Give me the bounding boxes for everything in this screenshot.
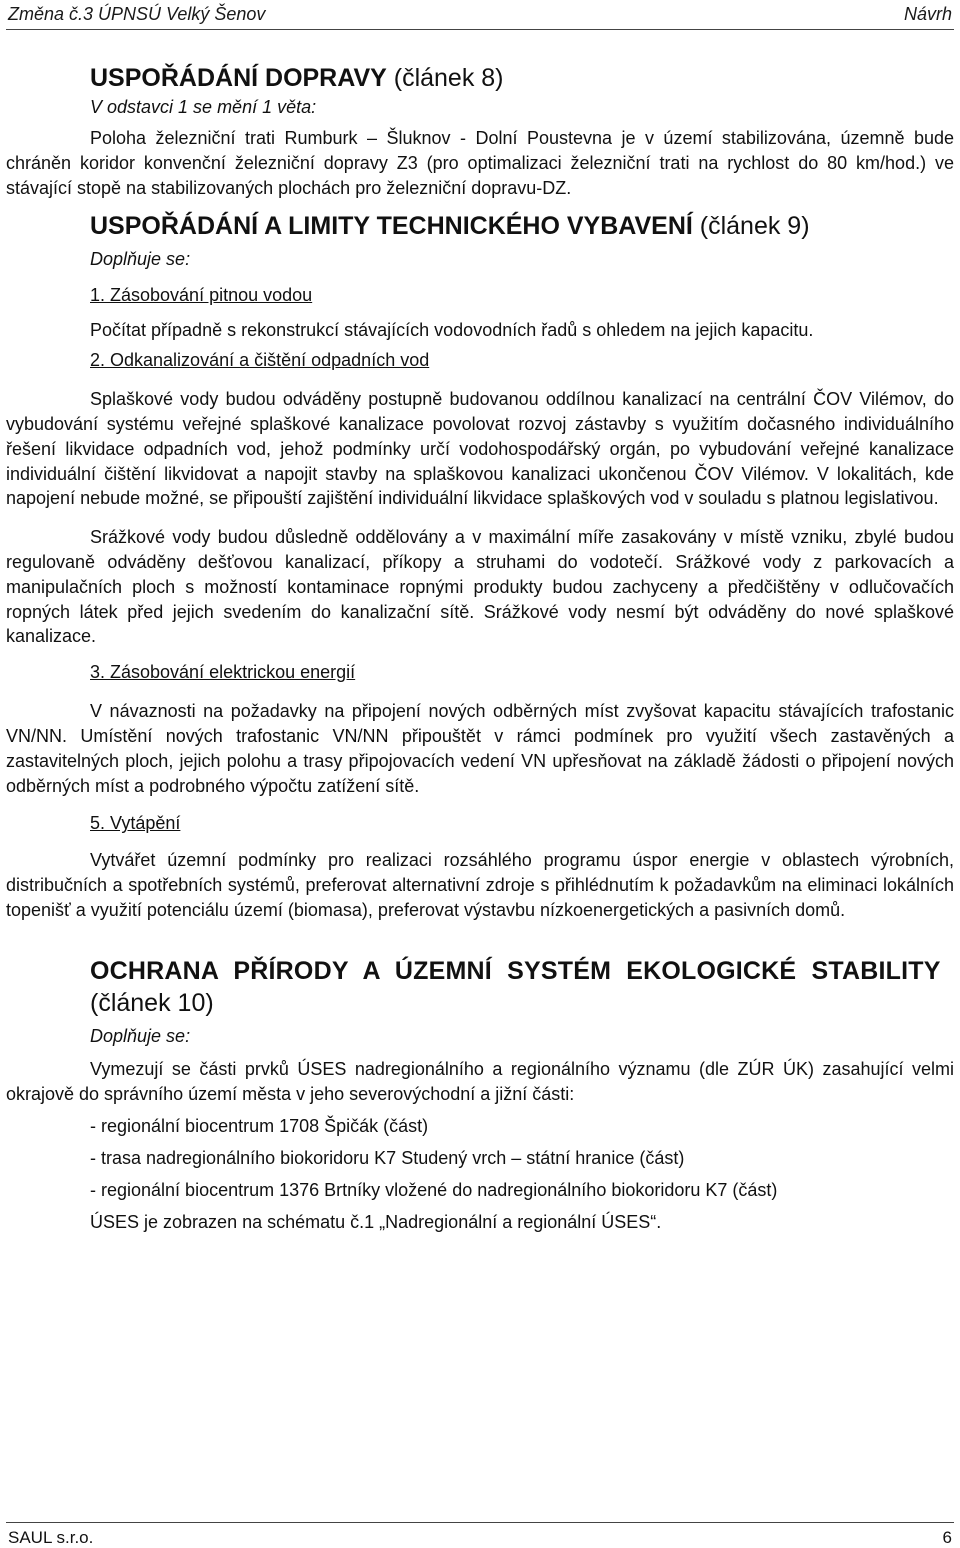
paragraph-srazkove-vody: Srážkové vody budou důsledně oddělovány a v maximální míře zasakovány v místě vzniku, zbylé budou regulovaně odváděny dešťovou kanalizací, příkopy a struhami do vodotečí. Srážkové vody z parkovacích a manipulačních ploch s možností kontaminace ropnými produkty budou zachyceny a předčištěny v odlučovačích ropných látek před jejich svedením do kanalizační sítě. Srážkové vody nesmí být odváděny do nové splaškové kanalizace. xyxy=(6,527,954,647)
paragraph-uses: Vymezují se části prvků ÚSES nadregionálního a regionálního významu (dle ZÚR ÚK) zasahující velmi okrajově do správního území města v jeho severovýchodní a jižní části: xyxy=(6,1058,954,1104)
priroda-subtitle: Doplňuje se: xyxy=(90,1025,191,1046)
page-body xyxy=(6,62,954,1238)
page-number: 6 xyxy=(942,1528,952,1547)
header-rule xyxy=(6,29,954,30)
footer-rule xyxy=(6,1522,954,1523)
header-document-title: Změna č.3 ÚPNSÚ Velký Šenov xyxy=(8,4,266,24)
list-item: - regionální biocentrum 1708 Špičák (část) xyxy=(90,1116,429,1137)
section-title-doprava xyxy=(90,62,954,94)
header-status: Návrh xyxy=(903,4,952,24)
section-title-vybaveni-bold: USPOŘÁDÁNÍ A LIMITY TECHNICKÉHO VYBAVENÍ xyxy=(90,212,693,241)
heading-odkanalizovani: 2. Odkanalizování a čištění odpadních vod xyxy=(90,350,430,371)
heading-elektricka-energie: 3. Zásobování elektrickou energií xyxy=(90,662,356,683)
heading-vytapeni: 5. Vytápění xyxy=(90,813,181,834)
footer-company: SAUL s.r.o. xyxy=(8,1528,94,1547)
section-title-priroda-article: (článek 10) xyxy=(90,988,214,1017)
doprava-subtitle: V odstavci 1 se mění 1 věta: xyxy=(90,97,317,117)
uses-closing-note: ÚSES je zobrazen na schématu č.1 „Nadregionální a regionální ÚSES“. xyxy=(90,1212,662,1233)
section-title-doprava-article: (článek 8) xyxy=(386,64,504,92)
list-item: - trasa nadregionálního biokoridoru K7 Studený vrch – státní hranice (část) xyxy=(90,1148,685,1169)
section-title-doprava-bold: USPOŘÁDÁNÍ DOPRAVY xyxy=(90,64,387,92)
vybaveni-subtitle: Doplňuje se: xyxy=(90,249,191,270)
heading-pitna-voda: 1. Zásobování pitnou vodou xyxy=(90,285,313,306)
section-title-priroda: OCHRANA PŘÍRODY A ÚZEMNÍ SYSTÉM EKOLOGICKÉ STABILITY xyxy=(90,956,941,985)
section-title-vybaveni xyxy=(90,210,954,242)
paragraph-pitna-voda: Počítat případně s rekonstrukcí stávajících vodovodních řadů s ohledem na jejich kapacitu. xyxy=(90,320,814,341)
doprava-paragraph: Poloha železniční trati Rumburk – Šluknov - Dolní Poustevna je v území stabilizována, územně bude chráněn koridor konvenční železniční dopravy Z3 (pro optimalizaci železniční trati na rychlost do 80 km/hod.) ve stávající stopě na stabilizovaných plochách pro železniční dopravu-DZ. xyxy=(6,128,954,198)
section-title-vybaveni-article: (článek 9) xyxy=(692,212,810,241)
list-item: - regionální biocentrum 1376 Brtníky vložené do nadregionálního biokoridoru K7 (část) xyxy=(90,1180,778,1201)
paragraph-elektricka-energie: V návaznosti na požadavky na připojení nových odběrných míst zvyšovat kapacitu stávajících trafostanic VN/NN. Umístění nových trafostanic VN/NN připouštět v rámci podmínek pro využití všech zastavěných a zastavitelných ploch, jejich polohu a trasy připojovacích vedení VN upřesňovat na základě žádosti o připojení nových odběrných míst a podrobného výpočtu zatížení sítě. xyxy=(6,701,954,796)
paragraph-vytapeni: Vytvářet územní podmínky pro realizaci rozsáhlého programu úspor energie v oblastech výrobních, distribučních a spotřebních systémů, preferovat alternativní zdroje s přihlédnutím k požadavkům na eliminaci lokálních topenišť a využití potenciálu území (biomasa), preferovat výstavbu nízkoenergetických a pasivních domů. xyxy=(6,850,954,920)
paragraph-splaskove-vody: Splaškové vody budou odváděny postupně budovanou oddílnou kanalizací na centrální ČOV Vilémov, do vybudování systému veřejné splaškové kanalizace povolovat rozvoj zástavby s využitím dočasného individuálního řešení likvidace odpadních vod, jehož podmínky určí vodohospodářský orgán, po vybudování veřejné kanalizace individuální čištění likvidovat a napojit stavby na splaškovou kanalizaci ukončenou ČOV Vilémov. V lokalitách, kde napojení nebude možné, se připouští zajištění individuální likvidace splaškových vod v souladu s platnou legislativou. xyxy=(6,389,954,509)
